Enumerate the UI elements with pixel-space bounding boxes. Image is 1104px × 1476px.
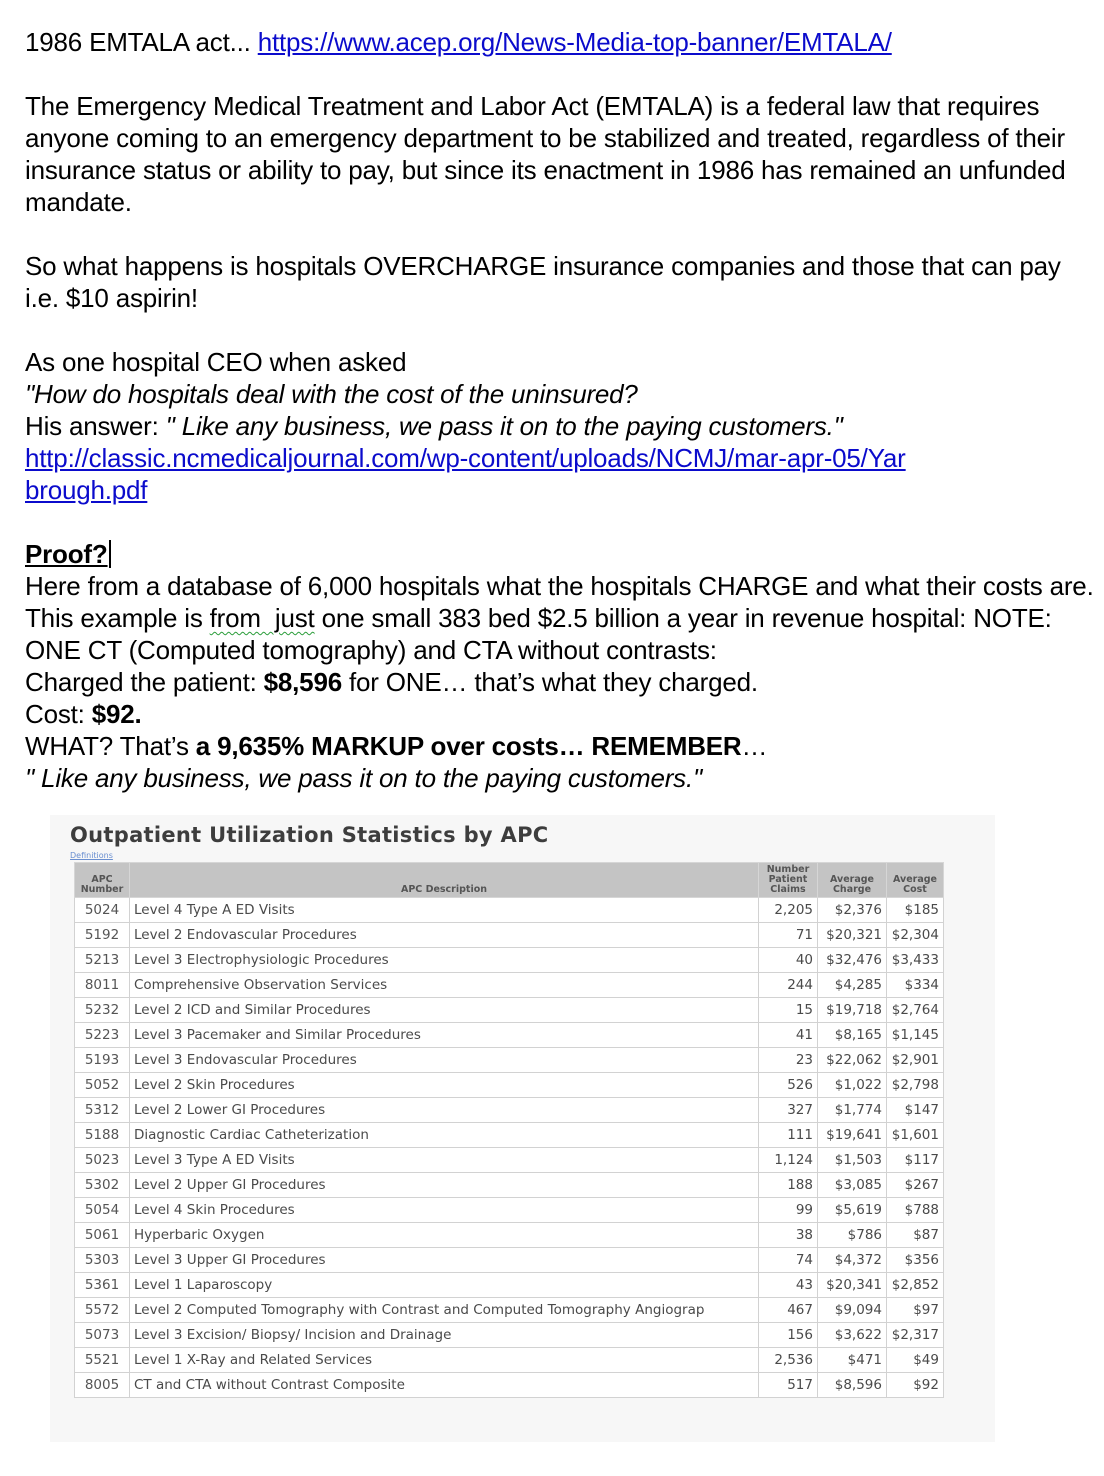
description-cell: Level 3 Type A ED Visits <box>130 1148 759 1173</box>
charge-cell: $19,641 <box>818 1123 887 1148</box>
claims-cell: 40 <box>759 948 818 973</box>
emtala-paragraph: The Emergency Medical Treatment and Labor Act (EMTALA) is a federal law that requires anyone coming to an emergency department to be stabilized and treated, regardless of their insurance status or ability to pay, but since its enactment in 1986 has remained an unfunded mandate. <box>25 91 1066 217</box>
charge-cell: $1,022 <box>818 1073 887 1098</box>
acep-link[interactable]: https://www.acep.org/News-Media-top-banner/EMTALA/ <box>257 27 892 57</box>
cost-cell: $356 <box>887 1248 944 1273</box>
ceo-answer-line <box>25 410 1095 442</box>
table-row <box>75 1323 944 1348</box>
table-row <box>75 1173 944 1198</box>
claims-cell: 43 <box>759 1273 818 1298</box>
cost-cell: $49 <box>887 1348 944 1373</box>
cost-cell: $334 <box>887 973 944 998</box>
proof-heading-line <box>25 538 1095 570</box>
cost-cell: $185 <box>887 898 944 923</box>
description-cell: Level 3 Excision/ Biopsy/ Incision and Drainage <box>130 1323 759 1348</box>
apc-table-screenshot <box>50 815 995 1442</box>
claims-cell: 111 <box>759 1123 818 1148</box>
apc-number-cell: 8011 <box>75 973 130 998</box>
ceo-question: "How do hospitals deal with the cost of the uninsured? <box>25 379 638 409</box>
cost-cell: $2,852 <box>887 1273 944 1298</box>
description-cell: Diagnostic Cardiac Catheterization <box>130 1123 759 1148</box>
table-row <box>75 1123 944 1148</box>
charge-cell: $3,085 <box>818 1173 887 1198</box>
charge-cell: $5,619 <box>818 1198 887 1223</box>
apc-number-cell: 5213 <box>75 948 130 973</box>
charge-cell: $9,094 <box>818 1298 887 1323</box>
cost-cell: $87 <box>887 1223 944 1248</box>
claims-cell: 467 <box>759 1298 818 1323</box>
table-row <box>75 1373 944 1398</box>
description-cell: Level 2 Lower GI Procedures <box>130 1098 759 1123</box>
description-cell: Hyperbaric Oxygen <box>130 1223 759 1248</box>
table-row <box>75 1248 944 1273</box>
apc-number-cell: 5188 <box>75 1123 130 1148</box>
apc-number-cell: 8005 <box>75 1373 130 1398</box>
table-header-row <box>75 863 944 898</box>
markup-suffix: … <box>741 731 768 761</box>
document-body <box>25 26 1095 794</box>
apc-number-cell: 5054 <box>75 1198 130 1223</box>
claims-cell: 41 <box>759 1023 818 1048</box>
description-cell: CT and CTA without Contrast Composite <box>130 1373 759 1398</box>
charged-amount: $8,596 <box>263 667 342 697</box>
claims-cell: 517 <box>759 1373 818 1398</box>
description-cell: Level 2 Upper GI Procedures <box>130 1173 759 1198</box>
header-avg-cost: Average Cost <box>887 863 944 898</box>
charge-cell: $786 <box>818 1223 887 1248</box>
journal-link[interactable]: http://classic.ncmedicaljournal.com/wp-content/uploads/NCMJ/mar-apr-05/Yarbrough.pdf <box>25 443 906 505</box>
table-row <box>75 923 944 948</box>
table-row <box>75 973 944 998</box>
cost-cell: $3,433 <box>887 948 944 973</box>
claims-cell: 2,536 <box>759 1348 818 1373</box>
cost-cell: $1,145 <box>887 1023 944 1048</box>
table-row <box>75 898 944 923</box>
claims-cell: 188 <box>759 1173 818 1198</box>
charge-cell: $3,622 <box>818 1323 887 1348</box>
charge-cell: $1,503 <box>818 1148 887 1173</box>
charge-cell: $32,476 <box>818 948 887 973</box>
charge-cell: $20,341 <box>818 1273 887 1298</box>
overcharge-paragraph: So what happens is hospitals OVERCHARGE insurance companies and those that can pay i.e. $10 aspirin! <box>25 251 1061 313</box>
apc-number-cell: 5023 <box>75 1148 130 1173</box>
spellcheck-squiggle: from just <box>209 603 315 633</box>
cost-cell: $147 <box>887 1098 944 1123</box>
apc-number-cell: 5361 <box>75 1273 130 1298</box>
apc-number-cell: 5572 <box>75 1298 130 1323</box>
claims-cell: 38 <box>759 1223 818 1248</box>
description-cell: Level 2 Skin Procedures <box>130 1073 759 1098</box>
description-cell: Level 1 X-Ray and Related Services <box>130 1348 759 1373</box>
table-row <box>75 1223 944 1248</box>
table-row <box>75 1048 944 1073</box>
header-apc-number: APC Number <box>75 863 130 898</box>
markup-prefix: WHAT? That’s <box>25 731 196 761</box>
description-cell: Level 2 Endovascular Procedures <box>130 923 759 948</box>
charge-cell: $22,062 <box>818 1048 887 1073</box>
proof-text-end: one small 383 bed $2.5 billion a year in revenue hospital: NOTE: ONE CT (Computed tomography) and CTA without contrasts: <box>25 603 1052 665</box>
apc-number-cell: 5193 <box>75 1048 130 1073</box>
apc-table <box>74 862 944 1398</box>
claims-cell: 244 <box>759 973 818 998</box>
description-cell: Level 3 Pacemaker and Similar Procedures <box>130 1023 759 1048</box>
journal-link-line <box>25 442 1095 506</box>
charge-cell: $20,321 <box>818 923 887 948</box>
table-row <box>75 1348 944 1373</box>
proof-heading: Proof? <box>25 539 108 569</box>
cost-cell: $2,317 <box>887 1323 944 1348</box>
description-cell: Level 4 Skin Procedures <box>130 1198 759 1223</box>
cost-cell: $267 <box>887 1173 944 1198</box>
header-apc-description: APC Description <box>130 863 759 898</box>
apc-number-cell: 5024 <box>75 898 130 923</box>
table-row <box>75 1298 944 1323</box>
cost-cell: $92 <box>887 1373 944 1398</box>
description-cell: Level 3 Endovascular Procedures <box>130 1048 759 1073</box>
apc-number-cell: 5302 <box>75 1173 130 1198</box>
claims-cell: 74 <box>759 1248 818 1273</box>
claims-cell: 99 <box>759 1198 818 1223</box>
charge-cell: $4,372 <box>818 1248 887 1273</box>
description-cell: Level 4 Type A ED Visits <box>130 898 759 923</box>
ceo-answer: " Like any business, we pass it on to the paying customers." <box>165 411 843 441</box>
intro-prefix: 1986 EMTALA act... <box>25 27 258 57</box>
charge-cell: $2,376 <box>818 898 887 923</box>
cost-cell: $1,601 <box>887 1123 944 1148</box>
closing-quote: " Like any business, we pass it on to the paying customers." <box>25 763 703 793</box>
cost-line <box>25 698 1095 730</box>
cost-cell: $2,764 <box>887 998 944 1023</box>
apc-number-cell: 5052 <box>75 1073 130 1098</box>
proof-paragraph <box>25 570 1095 666</box>
table-row <box>75 948 944 973</box>
description-cell: Level 3 Upper GI Procedures <box>130 1248 759 1273</box>
ceo-lead: As one hospital CEO when asked <box>25 347 407 377</box>
markup-bold: a 9,635% MARKUP over costs… REMEMBER <box>195 731 742 761</box>
apc-number-cell: 5073 <box>75 1323 130 1348</box>
text-cursor <box>109 540 111 568</box>
apc-number-cell: 5192 <box>75 923 130 948</box>
charged-suffix: for ONE… that’s what they charged. <box>341 667 758 697</box>
cost-cell: $97 <box>887 1298 944 1323</box>
description-cell: Level 1 Laparoscopy <box>130 1273 759 1298</box>
cost-prefix: Cost: <box>25 699 92 729</box>
charge-cell: $8,165 <box>818 1023 887 1048</box>
description-cell: Level 2 Computed Tomography with Contrast and Computed Tomography Angiograp <box>130 1298 759 1323</box>
definitions-link[interactable]: Definitions <box>70 851 113 860</box>
header-avg-charge: Average Charge <box>818 863 887 898</box>
description-cell: Level 2 ICD and Similar Procedures <box>130 998 759 1023</box>
table-body <box>75 898 944 1398</box>
markup-line <box>25 730 1095 762</box>
claims-cell: 15 <box>759 998 818 1023</box>
table-row <box>75 1273 944 1298</box>
table-row <box>75 1073 944 1098</box>
table-row <box>75 998 944 1023</box>
description-cell: Comprehensive Observation Services <box>130 973 759 998</box>
answer-label: His answer: <box>25 411 166 441</box>
charge-cell: $19,718 <box>818 998 887 1023</box>
charge-cell: $471 <box>818 1348 887 1373</box>
claims-cell: 23 <box>759 1048 818 1073</box>
charge-cell: $4,285 <box>818 973 887 998</box>
apc-number-cell: 5061 <box>75 1223 130 1248</box>
table-title: Outpatient Utilization Statistics by APC <box>70 823 549 847</box>
apc-number-cell: 5303 <box>75 1248 130 1273</box>
cost-cell: $2,901 <box>887 1048 944 1073</box>
charged-prefix: Charged the patient: <box>25 667 264 697</box>
apc-number-cell: 5312 <box>75 1098 130 1123</box>
cost-cell: $117 <box>887 1148 944 1173</box>
cost-cell: $788 <box>887 1198 944 1223</box>
cost-cell: $2,798 <box>887 1073 944 1098</box>
apc-number-cell: 5521 <box>75 1348 130 1373</box>
table-row <box>75 1198 944 1223</box>
cost-cell: $2,304 <box>887 923 944 948</box>
claims-cell: 71 <box>759 923 818 948</box>
header-claims: Number Patient Claims <box>759 863 818 898</box>
claims-cell: 156 <box>759 1323 818 1348</box>
claims-cell: 526 <box>759 1073 818 1098</box>
table-row <box>75 1098 944 1123</box>
description-cell: Level 3 Electrophysiologic Procedures <box>130 948 759 973</box>
charge-cell: $8,596 <box>818 1373 887 1398</box>
apc-number-cell: 5232 <box>75 998 130 1023</box>
claims-cell: 327 <box>759 1098 818 1123</box>
claims-cell: 2,205 <box>759 898 818 923</box>
claims-cell: 1,124 <box>759 1148 818 1173</box>
proof-text: Here from a database of 6,000 hospitals what the hospitals CHARGE and what their costs are. This example is <box>25 571 1094 633</box>
charged-line <box>25 666 1095 698</box>
apc-number-cell: 5223 <box>75 1023 130 1048</box>
cost-amount: $92. <box>91 699 142 729</box>
intro-line <box>25 26 1095 58</box>
table-row <box>75 1148 944 1173</box>
charge-cell: $1,774 <box>818 1098 887 1123</box>
table-row <box>75 1023 944 1048</box>
